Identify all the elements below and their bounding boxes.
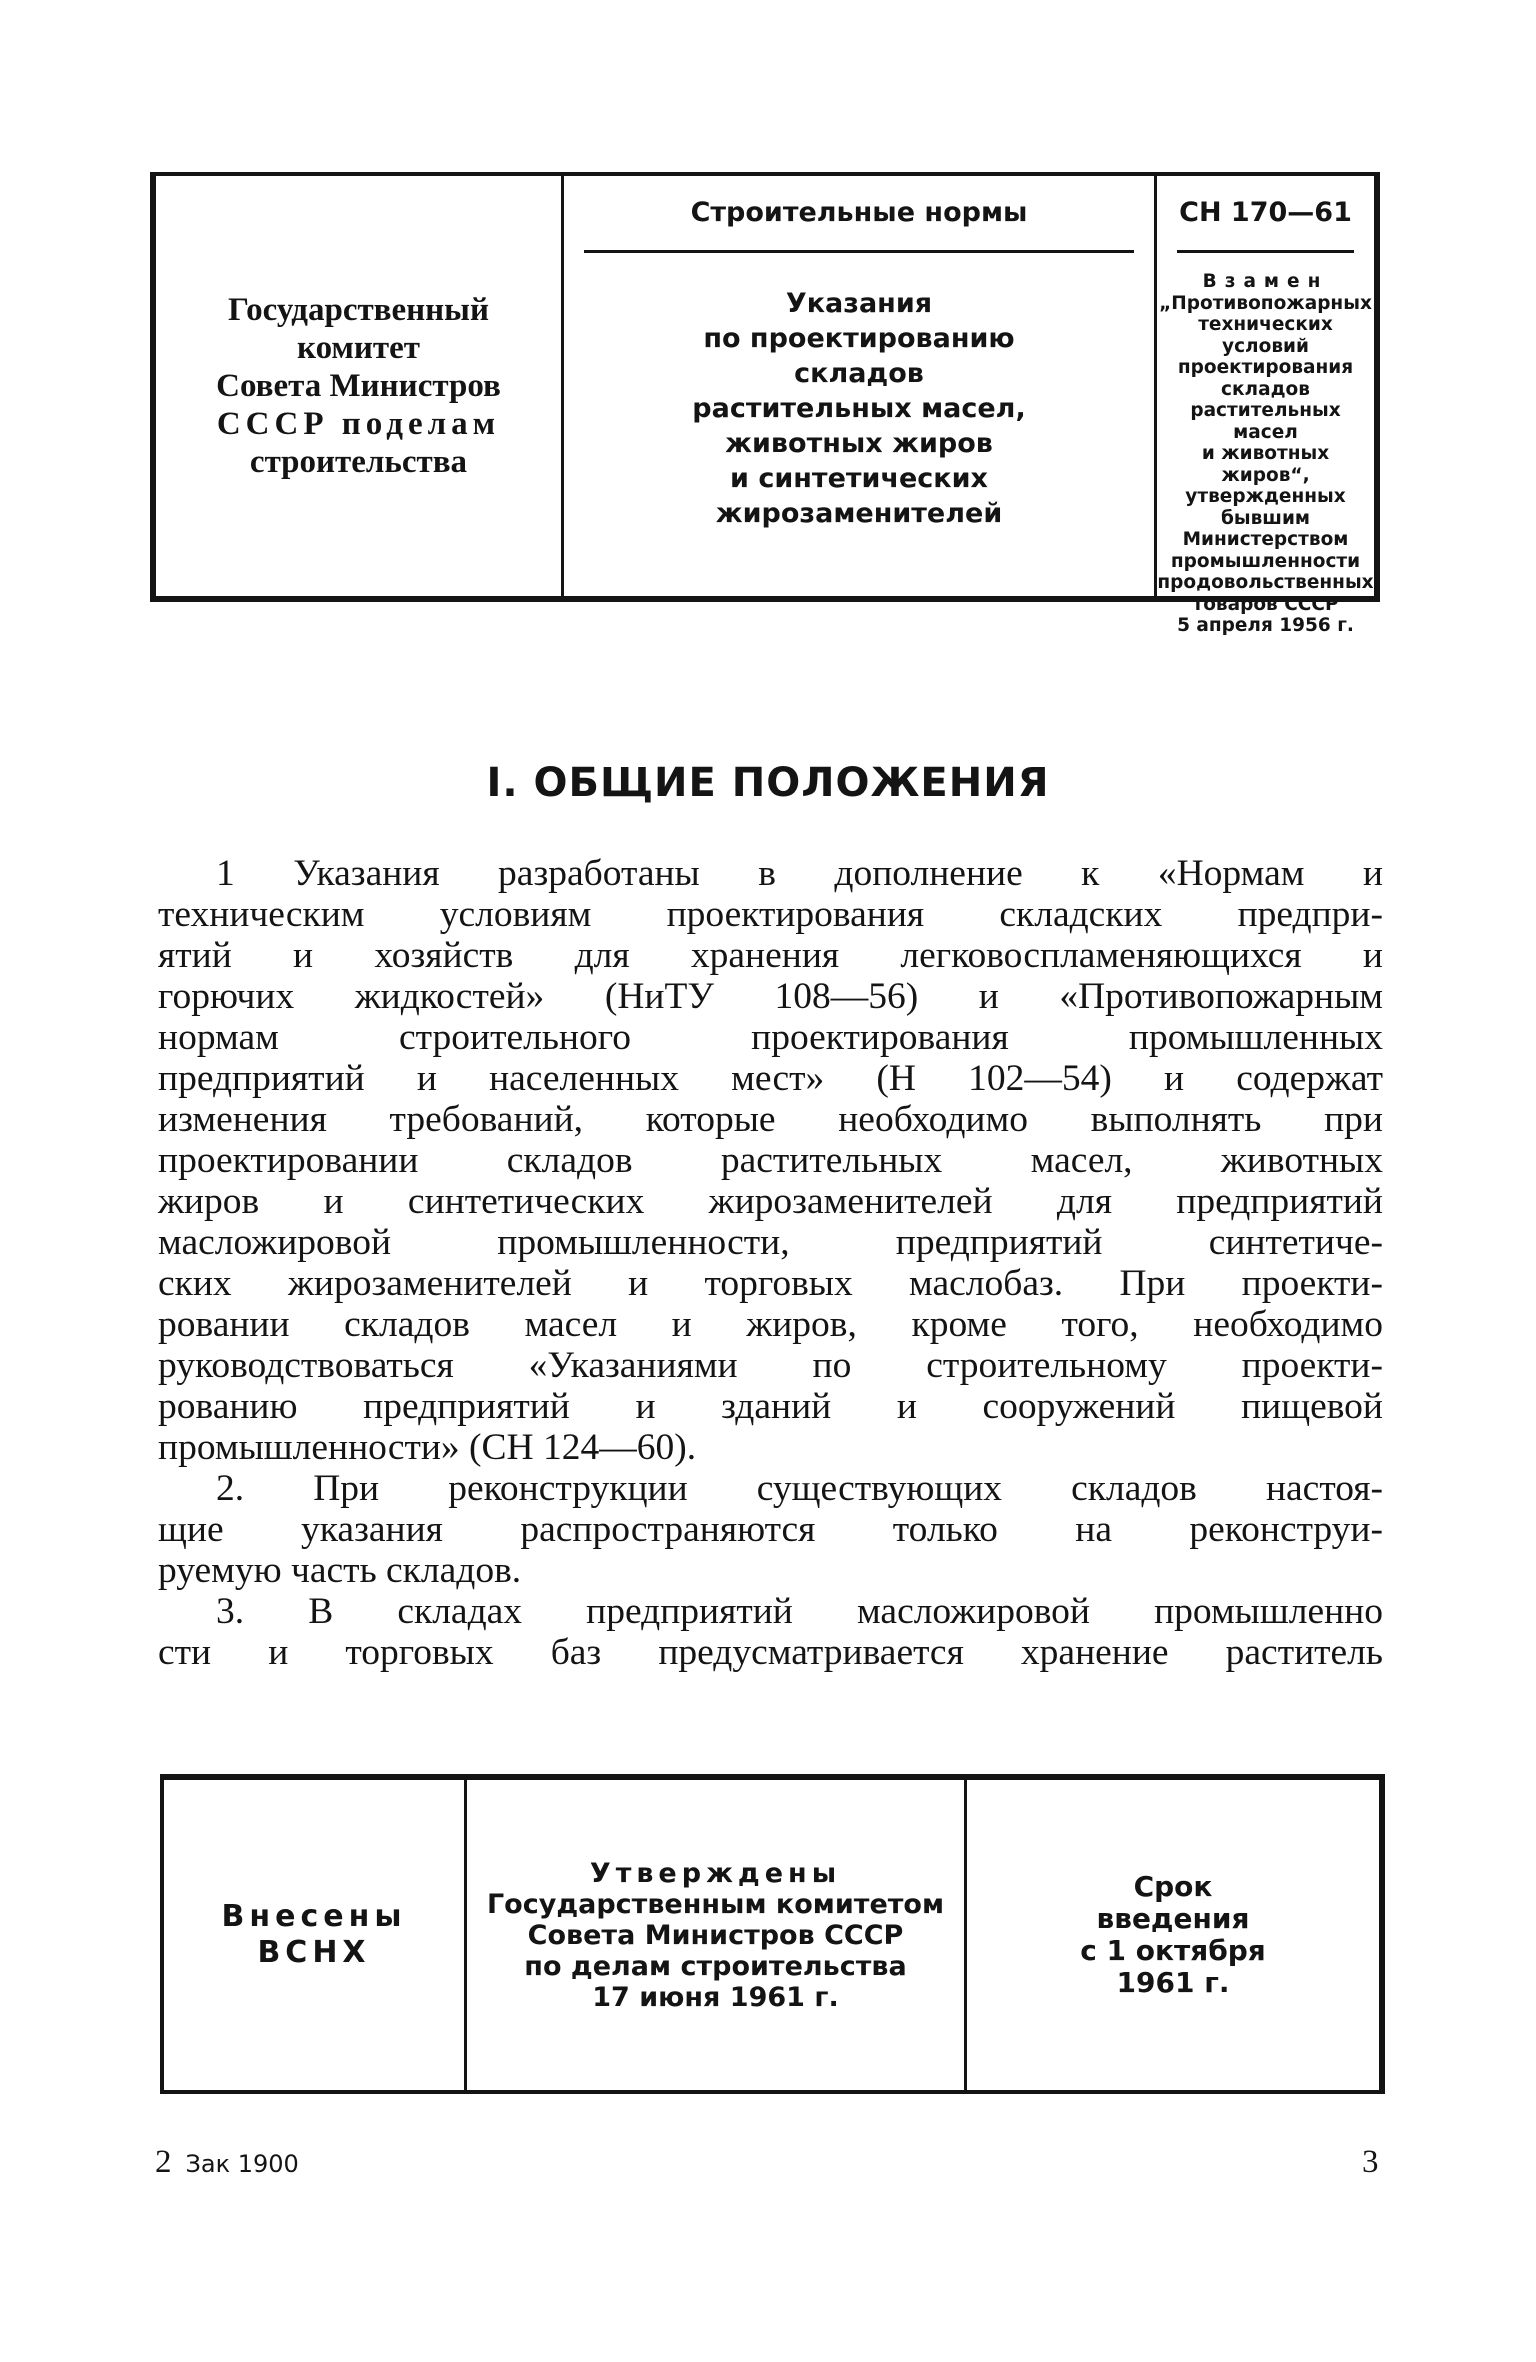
page-number: 3 [1362,2144,1379,2180]
approved-line: Государственным комитетом [486,1888,945,1920]
replaces-line: „Противопожарных [1159,292,1372,314]
replaces-line: промышленности [1170,550,1361,572]
paragraph-1-line: рованию предприятий и зданий и сооружений пищевой [158,1386,1383,1427]
paragraph-1-line: изменения требований, которые необходимо выполнять при [158,1099,1383,1140]
paragraph-1-line: масложировой промышленности, предприятий синтетиче- [158,1222,1383,1263]
approved-line: Совета Министров СССР [527,1919,904,1951]
section-title: I. ОБЩИЕ ПОЛОЖЕНИЯ [486,760,1050,806]
replaces-line: технических условий [1198,314,1333,357]
replaces-line: товаров СССР [1192,593,1339,615]
doc-title-line: по проектированию [703,323,1015,354]
paragraph-1-line: ятий и хозяйств для хранения легковоспламеняющихся и [158,935,1383,976]
approved-cell [467,1780,964,2090]
replaces-line: растительных масел [1190,400,1341,443]
replaces-note [1157,271,1374,637]
doc-title-line: и синтетических [730,463,988,494]
effective-line: введения [1096,1902,1250,1935]
submitted-line: Внесены [221,1899,407,1934]
paragraph-1-line: руководствоваться «Указаниями по строительному проекти- [158,1345,1383,1386]
replaces-line: Министерством [1182,529,1349,550]
paragraph-1-line: ских жирозаменителей и торговых маслобаз. При проекти- [158,1263,1383,1304]
doc-title-line: животных жиров [725,428,993,459]
paragraph-3-line: сти и торговых баз предусматривается хранение раститель [158,1632,1383,1673]
replaces-line: 5 апреля 1956 г. [1177,615,1354,636]
paragraph-1-line: нормам строительного проектирования промышленных [158,1017,1383,1058]
row-divider [1177,250,1354,253]
paragraph-1-line: горючих жидкостей» (НиТУ 108—56) и «Противопожарным [158,976,1383,1017]
header-table [150,172,1380,636]
replaces-line: и животных жиров“, [1201,443,1330,486]
body-text [158,853,1383,1673]
replaces-line: продовольственных [1157,572,1374,593]
paragraph-1-line: проектировании складов растительных масел, животных [158,1140,1383,1181]
row-divider [584,250,1134,253]
organization-line: комитет [296,330,420,366]
approved-line: 17 июня 1961 г. [592,1981,839,2013]
doc-code: СН 170—61 [1179,196,1352,228]
paragraph-3-line: 3. В складах предприятий масложировой промышленно [216,1591,1383,1632]
organization-line: СССР поделам [216,406,501,442]
effective-line: Срок [1133,1870,1213,1903]
replaces-line: проектирования складов [1177,357,1354,400]
paragraph-1-line: промышленности» (СН 124—60). [158,1427,697,1468]
paragraph-2-line: щие указания распространяются только на реконструи- [158,1509,1383,1550]
organization-cell [156,176,561,596]
code-cell [1157,176,1374,636]
replaces-line: утвержденных бывшим [1185,486,1346,529]
effective-line: 1961 г. [1116,1966,1230,1999]
replaces-line: Взамен [1202,271,1329,292]
approved-line: по делам строительства [524,1950,907,1982]
doc-type: Строительные нормы [690,196,1028,228]
submitted-cell [164,1780,464,2090]
doc-title-line: Указания [785,288,933,319]
title-cell [564,176,1154,596]
paragraph-1-line: жиров и синтетических жирозаменителей для предприятий [158,1181,1383,1222]
sheet-number: 2 [155,2144,172,2180]
doc-title [564,286,1154,531]
approved-line: Утверждены [589,1857,842,1889]
paragraph-1-line: 1 Указания разработаны в дополнение к «Нормам и [216,853,1383,894]
organization-line: строительства [249,444,468,480]
effective-cell [967,1780,1379,2090]
paragraph-2-line: руемую часть складов. [158,1550,522,1591]
organization-line: Государственный [228,292,489,328]
order-number: Зак 1900 [185,2150,299,2178]
paragraph-2-line: 2. При реконструкции существующих складов настоя- [216,1468,1383,1509]
organization-line: Совета Министров [216,368,501,404]
approval-table [160,1774,1385,2094]
effective-line: с 1 октября [1080,1934,1266,1967]
doc-title-line: складов [794,358,924,389]
paragraph-1-line: ровании складов масел и жиров, кроме того, необходимо [158,1304,1383,1345]
submitted-line: ВСНХ [257,1935,371,1970]
paragraph-1-line: техническим условиям проектирования складских предпри- [158,894,1383,935]
doc-title-line: жирозаменителей [715,498,1003,529]
paragraph-1-line: предприятий и населенных мест» (Н 102—54) и содержат [158,1058,1383,1099]
print-order-note [155,2144,299,2181]
doc-title-line: растительных масел, [692,393,1026,424]
